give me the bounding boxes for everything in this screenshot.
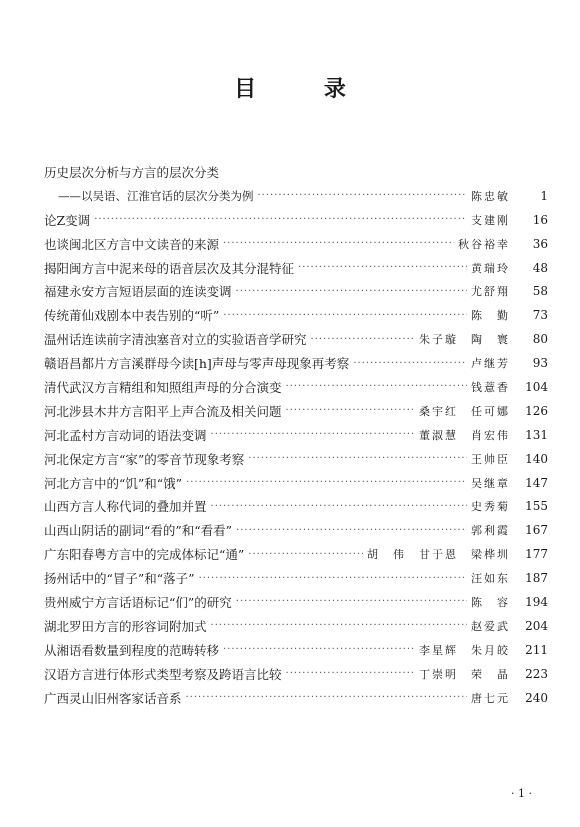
entry-title: 历史层次分析与方言的层次分类: [44, 164, 220, 180]
toc-entry: [44, 375, 548, 399]
entry-title: 汉语方言进行体形式类型考察及跨语言比较: [44, 666, 282, 682]
toc-entry: [44, 614, 548, 638]
entry-page: 240: [525, 690, 548, 705]
toc-entry: [44, 447, 548, 471]
entry-title: 山西方言人称代词的叠加并置: [44, 499, 207, 515]
entry-author: 史秀菊: [471, 500, 510, 514]
entry-title: 河北孟村方言动词的语法变调: [44, 427, 207, 443]
leader-dots: [199, 573, 467, 584]
leader-dots: [236, 596, 467, 607]
entry-author: 李星辉 朱月皎: [419, 643, 510, 657]
entry-title: 论Z变调: [44, 212, 91, 228]
entry-page: 93: [532, 356, 548, 371]
leader-dots: [248, 453, 467, 464]
entry-page: 194: [525, 594, 548, 609]
entry-page: 36: [532, 236, 548, 251]
entry-author: 陈忠敏: [471, 189, 510, 203]
entry-author: 黄瑞玲: [471, 261, 510, 275]
entry-title: 河北方言中的“饥”和“饿”: [44, 475, 183, 491]
toc-entry: [44, 662, 548, 686]
entry-author: 秋谷裕幸: [458, 237, 510, 251]
entry-author: 丁崇明 荣 晶: [419, 667, 510, 681]
entry-page: 131: [525, 427, 548, 442]
toc-entry: [44, 208, 548, 232]
entry-author: 卢继芳: [471, 357, 510, 371]
toc-entry: [44, 232, 548, 256]
leader-dots: [236, 525, 467, 536]
entry-author: 陈 容: [471, 595, 510, 609]
entry-title: 河北保定方言“家”的零音节现象考察: [44, 451, 245, 467]
leader-dots: [223, 238, 454, 249]
leader-dots: [211, 620, 467, 631]
leader-dots: [353, 358, 467, 369]
toc-entry: [44, 590, 548, 614]
entry-author: 尤舒翔: [471, 285, 510, 299]
entry-author: 朱子璇 陶 寰: [419, 333, 510, 347]
entry-author: 汪如东: [471, 572, 510, 586]
leader-dots: [236, 286, 467, 297]
entry-page: 147: [525, 475, 548, 490]
toc-entry: [44, 566, 548, 590]
entry-title: 传统莆仙戏剧本中表告别的“听”: [44, 308, 220, 324]
entry-title: 清代武汉方言精组和知照组声母的分合演变: [44, 379, 282, 395]
leader-dots: [248, 549, 363, 560]
toc-entry: [44, 279, 548, 303]
entry-page: 16: [532, 212, 548, 227]
entry-title: 赣语昌都片方言溪群母今读[h]声母与零声母现象再考察: [44, 356, 350, 372]
entry-title: 广西灵山旧州客家话音系: [44, 690, 182, 706]
entry-subtitle: ——以吴语、江淮官话的层次分类为例: [58, 188, 254, 203]
entry-title: 温州话连读前字清浊塞音对立的实验语音学研究: [44, 332, 307, 348]
entry-title: 湖北罗田方言的形容词附加式: [44, 618, 207, 634]
toc-entry: [44, 303, 548, 327]
entry-author: 赵爱武: [471, 619, 510, 633]
entry-page: 187: [525, 571, 548, 586]
toc-entry: [44, 184, 548, 208]
entry-page: 167: [525, 523, 548, 538]
leader-dots: [298, 262, 467, 273]
entry-title: 扬州话中的“冒子”和“落子”: [44, 571, 195, 587]
entry-page: 211: [525, 642, 548, 657]
table-of-contents: [44, 160, 548, 709]
toc-entry: [44, 351, 548, 375]
entry-page: 155: [525, 499, 548, 514]
toc-entry: [44, 160, 548, 184]
entry-title: 山西山阴话的副词“看的”和“看看”: [44, 523, 233, 539]
entry-author: 董淑慧 肖宏伟: [419, 428, 510, 442]
entry-author: 王帅臣: [471, 452, 510, 466]
leader-dots: [211, 429, 415, 440]
entry-page: 73: [532, 308, 548, 323]
entry-title: 广东阳春粤方言中的完成体标记“通”: [44, 547, 245, 563]
entry-author: 钱薏香: [471, 380, 510, 394]
leader-dots: [223, 310, 467, 321]
entry-page: 1: [540, 188, 548, 203]
leader-dots: [223, 644, 415, 655]
toc-entry: [44, 542, 548, 566]
leader-dots: [258, 190, 468, 201]
entry-page: 104: [525, 379, 548, 394]
entry-author: 唐七元: [471, 691, 510, 705]
entry-title: 河北涉县木井方言阳平上声合流及相关问题: [44, 403, 282, 419]
toc-entry: [44, 256, 548, 280]
toc-entry: [44, 471, 548, 495]
leader-dots: [211, 501, 467, 512]
entry-author: 支建刚: [471, 213, 510, 227]
toc-entry: [44, 518, 548, 542]
entry-title: 从湘语看数量到程度的范畴转移: [44, 642, 220, 658]
entry-page: 223: [525, 666, 548, 681]
entry-author: 郭利霞: [471, 524, 510, 538]
entry-title: 福建永安方言短语层面的连读变调: [44, 284, 232, 300]
entry-page: 204: [525, 618, 548, 633]
entry-author: 陈 勤: [471, 309, 510, 323]
page-title: 目 录: [234, 77, 376, 102]
leader-dots: [186, 692, 467, 703]
leader-dots: [286, 381, 467, 392]
entry-page: 126: [525, 403, 548, 418]
leader-dots: [286, 668, 415, 679]
entry-author: 吴继章: [471, 476, 510, 490]
entry-page: 140: [525, 451, 548, 466]
leader-dots: [94, 214, 467, 225]
entry-page: 48: [532, 260, 548, 275]
entry-author: 胡 伟 甘于恩 梁桦圳: [367, 548, 510, 562]
toc-entry: [44, 399, 548, 423]
entry-page: 58: [532, 284, 548, 299]
entry-author: 桑宇红 任可娜: [419, 404, 510, 418]
toc-entry: [44, 494, 548, 518]
entry-title: 贵州威宁方言话语标记“们”的研究: [44, 594, 232, 610]
toc-entry: [44, 327, 548, 351]
entry-title: 揭阳闽方言中泥来母的语音层次及其分混特征: [44, 260, 295, 276]
leader-dots: [286, 405, 415, 416]
toc-entry: [44, 686, 548, 710]
toc-entry: [44, 638, 548, 662]
entry-page: 80: [532, 332, 548, 347]
leader-dots: [311, 334, 415, 345]
entry-title: 也谈闽北区方言中文读音的来源: [44, 236, 220, 252]
leader-dots: [186, 477, 467, 488]
page-number: · 1 ·: [511, 787, 532, 800]
entry-page: 177: [525, 547, 548, 562]
toc-entry: [44, 423, 548, 447]
